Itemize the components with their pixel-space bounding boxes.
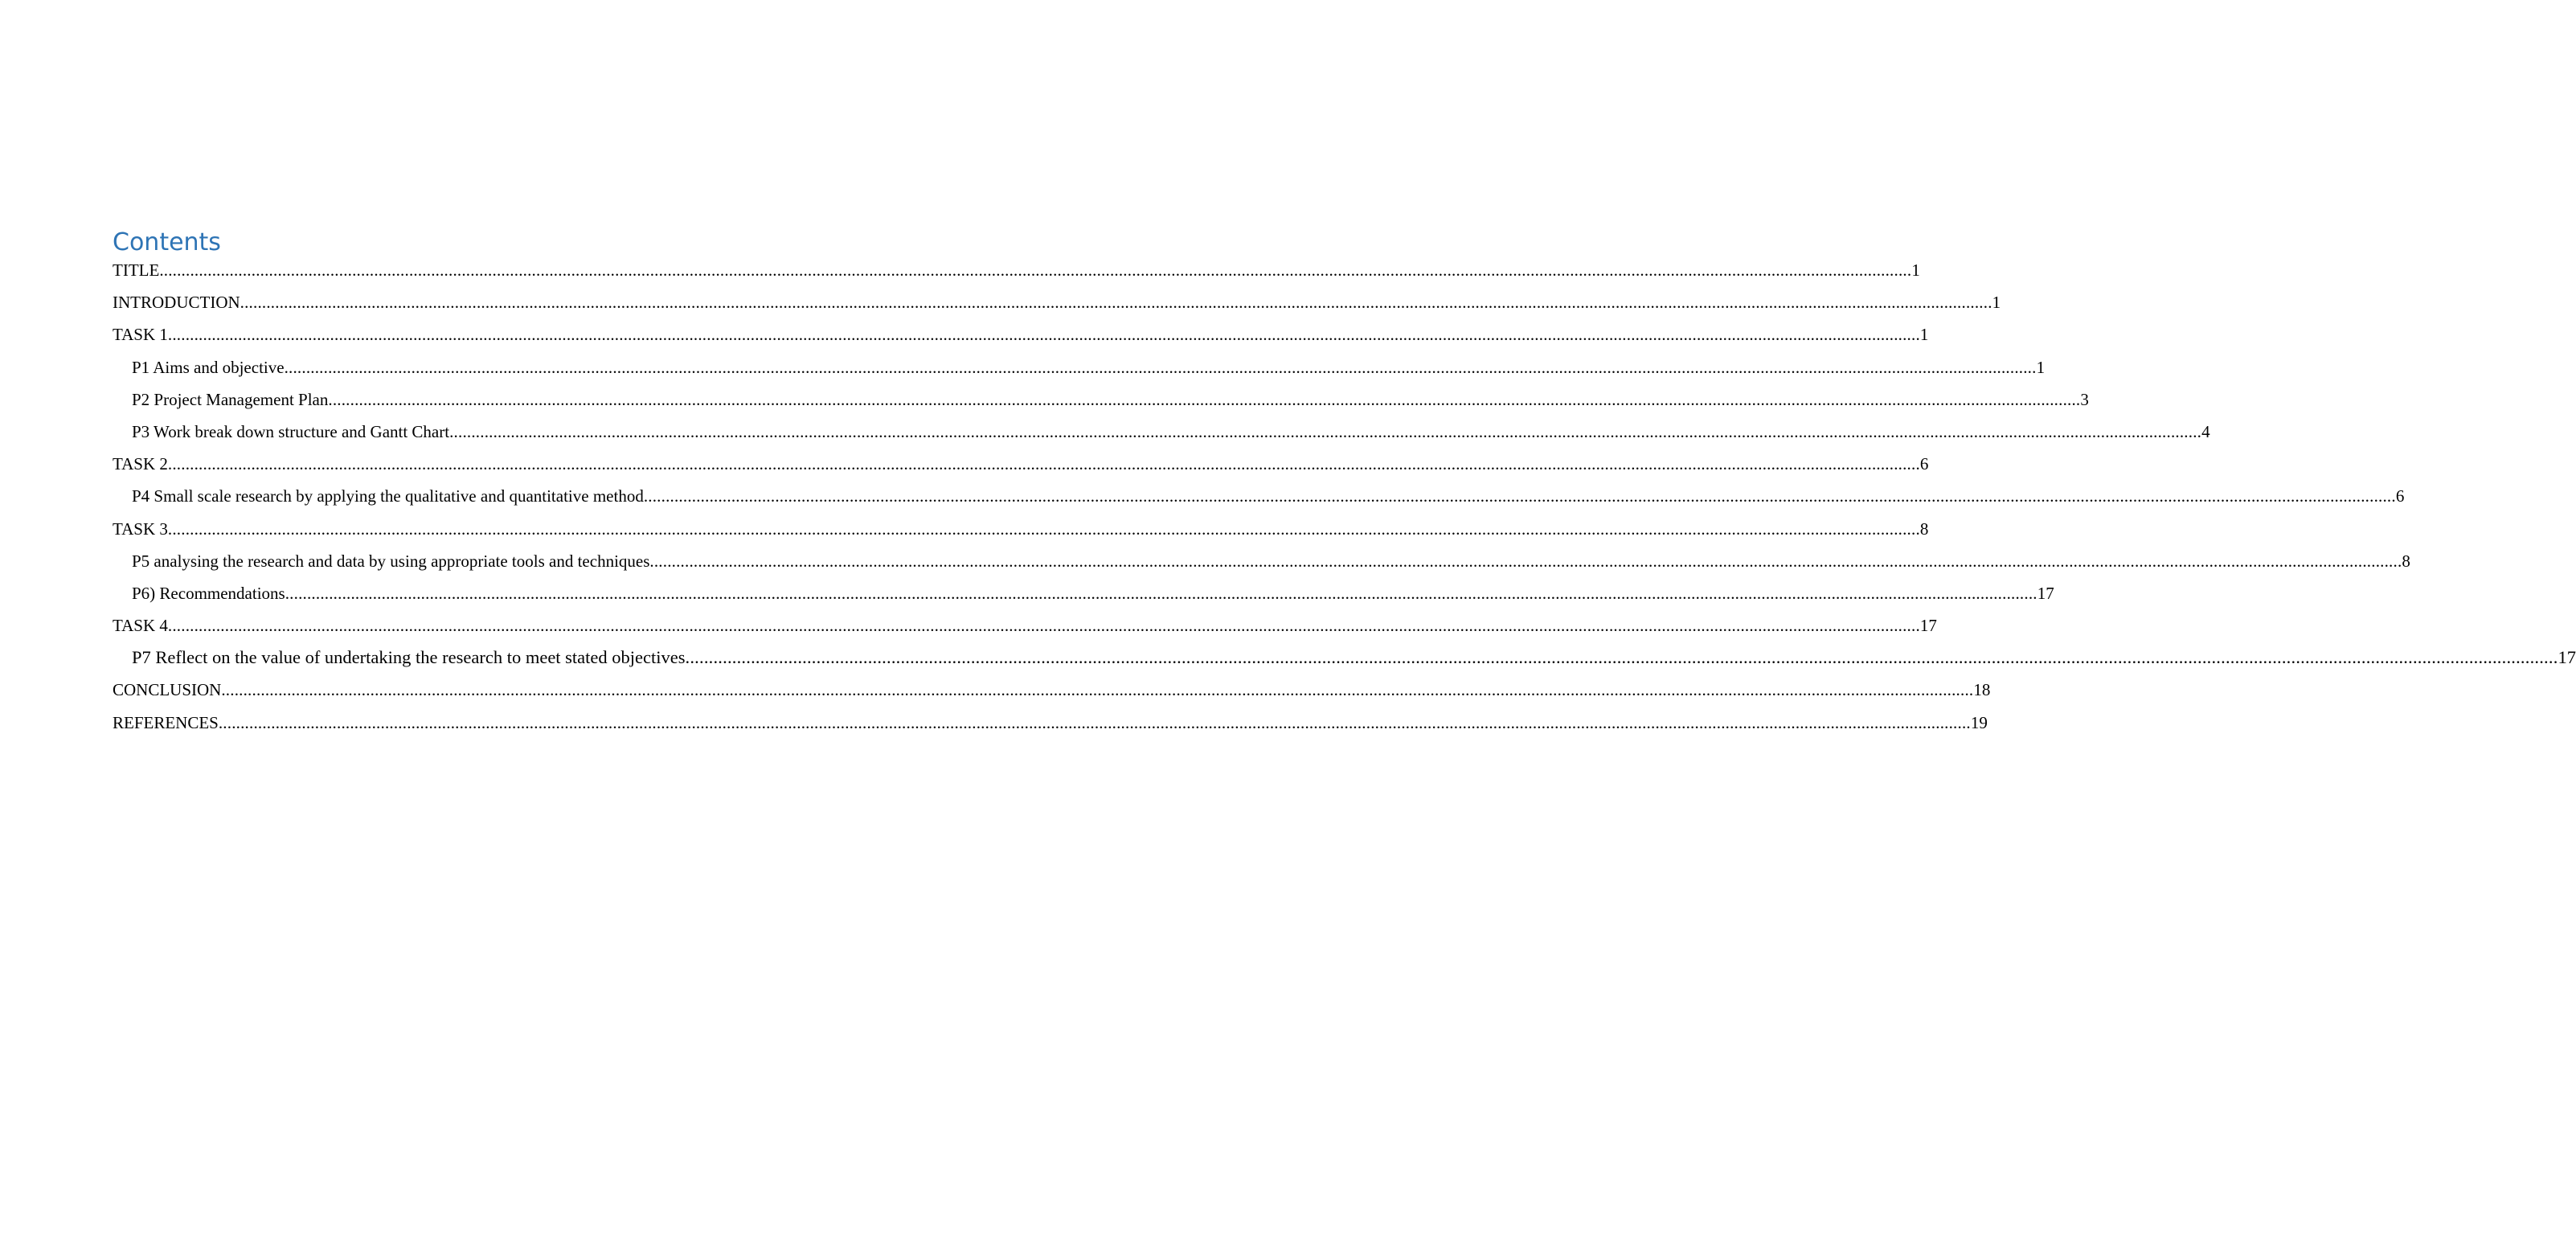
toc-entry-p6[interactable] (113, 577, 2054, 609)
toc-entry-label: P6) Recommendations (132, 583, 285, 603)
toc-dot-leader: ................................................................................................................................................................................................................................................................................................................................................................................................................ (159, 260, 1912, 280)
toc-dot-leader: ................................................................................................................................................................................................................................................................................................................................................................................................................ (285, 583, 2037, 603)
toc-page-number: 17 (1919, 616, 1937, 636)
toc-page-number: 3 (2080, 389, 2089, 409)
toc-dot-leader: ................................................................................................................................................................................................................................................................................................................................................................................................................ (167, 616, 1920, 636)
toc-page-number: 1 (1992, 293, 2001, 313)
toc-dot-leader: ................................................................................................................................................................................................................................................................................................................................................................................................................ (167, 519, 1920, 539)
toc-page-number: 4 (2201, 421, 2210, 441)
toc-dot-leader: ................................................................................................................................................................................................................................................................................................................................................................................................................ (240, 293, 1992, 313)
toc-entry-label: P4 Small scale research by applying the qualitative and quantitative method (132, 486, 644, 506)
toc-dot-leader: ................................................................................................................................................................................................................................................................................................................................................................................................................ (167, 325, 1920, 345)
toc-entry-label: REFERENCES (113, 712, 219, 732)
toc-entry-p7[interactable] (113, 642, 2576, 674)
toc-page-number: 6 (2395, 486, 2405, 506)
toc-entry-task-4[interactable] (113, 609, 1937, 642)
toc-entry-title[interactable] (113, 254, 1920, 286)
toc-page-number: 6 (1919, 454, 1929, 474)
toc-entry-label: TASK 2 (113, 454, 168, 474)
toc-dot-leader: ................................................................................................................................................................................................................................................................................................................................................................................................................ (649, 551, 2402, 571)
toc-entry-task-3[interactable] (113, 513, 1929, 545)
toc-dot-leader: ................................................................................................................................................................................................................................................................................................................................................................................................................ (218, 712, 1971, 732)
toc-dot-leader: ................................................................................................................................................................................................................................................................................................................................................................................................................ (685, 647, 2558, 668)
toc-entry-p5[interactable] (113, 545, 2410, 577)
toc-entry-p4[interactable] (113, 480, 2405, 512)
toc-entry-label: TITLE (113, 260, 160, 280)
toc-entry-label: P5 analysing the research and data by using appropriate tools and techniques (132, 551, 650, 571)
contents-heading: Contents (113, 228, 221, 256)
toc-entry-p1[interactable] (113, 351, 2046, 383)
toc-entry-conclusion[interactable] (113, 674, 1991, 706)
toc-entry-p3[interactable] (113, 416, 2210, 448)
toc-entry-label: TASK 1 (113, 325, 168, 345)
toc-page-number: 19 (1970, 712, 1988, 732)
toc-page-number: 1 (2036, 357, 2046, 377)
toc-dot-leader: ................................................................................................................................................................................................................................................................................................................................................................................................................ (643, 486, 2396, 506)
toc-page-number: 17 (2037, 583, 2054, 603)
table-of-contents (113, 254, 2576, 739)
toc-entry-label: P7 Reflect on the value of undertaking the research to meet stated objectives (132, 647, 686, 668)
toc-entry-task-2[interactable] (113, 448, 1929, 480)
toc-dot-leader: ................................................................................................................................................................................................................................................................................................................................................................................................................ (328, 389, 2081, 409)
toc-dot-leader: ................................................................................................................................................................................................................................................................................................................................................................................................................ (167, 454, 1920, 474)
toc-dot-leader: ................................................................................................................................................................................................................................................................................................................................................................................................................ (449, 421, 2202, 441)
toc-entry-task-1[interactable] (113, 318, 1929, 350)
toc-entry-label: TASK 3 (113, 519, 168, 539)
toc-page-number: 8 (1919, 519, 1929, 539)
toc-page-number: 1 (1919, 325, 1929, 345)
toc-dot-leader: ................................................................................................................................................................................................................................................................................................................................................................................................................ (221, 680, 1974, 700)
toc-page-number: 8 (2402, 551, 2410, 571)
toc-entry-label: TASK 4 (113, 616, 168, 636)
toc-entry-references[interactable] (113, 707, 1988, 739)
toc-entry-label: CONCLUSION (113, 680, 222, 700)
toc-entry-introduction[interactable] (113, 286, 2001, 318)
toc-page-number: 18 (1973, 680, 1991, 700)
toc-entry-p2[interactable] (113, 383, 2089, 416)
toc-page-number: 1 (1911, 260, 1920, 280)
toc-entry-label: P1 Aims and objective (132, 357, 285, 377)
toc-entry-label: INTRODUCTION (113, 293, 240, 313)
toc-entry-label: P3 Work break down structure and Gantt Chart (132, 421, 450, 441)
toc-entry-label: P2 Project Management Plan (132, 389, 329, 409)
toc-dot-leader: ................................................................................................................................................................................................................................................................................................................................................................................................................ (284, 357, 2037, 377)
toc-page-number: 17 (2558, 647, 2576, 668)
